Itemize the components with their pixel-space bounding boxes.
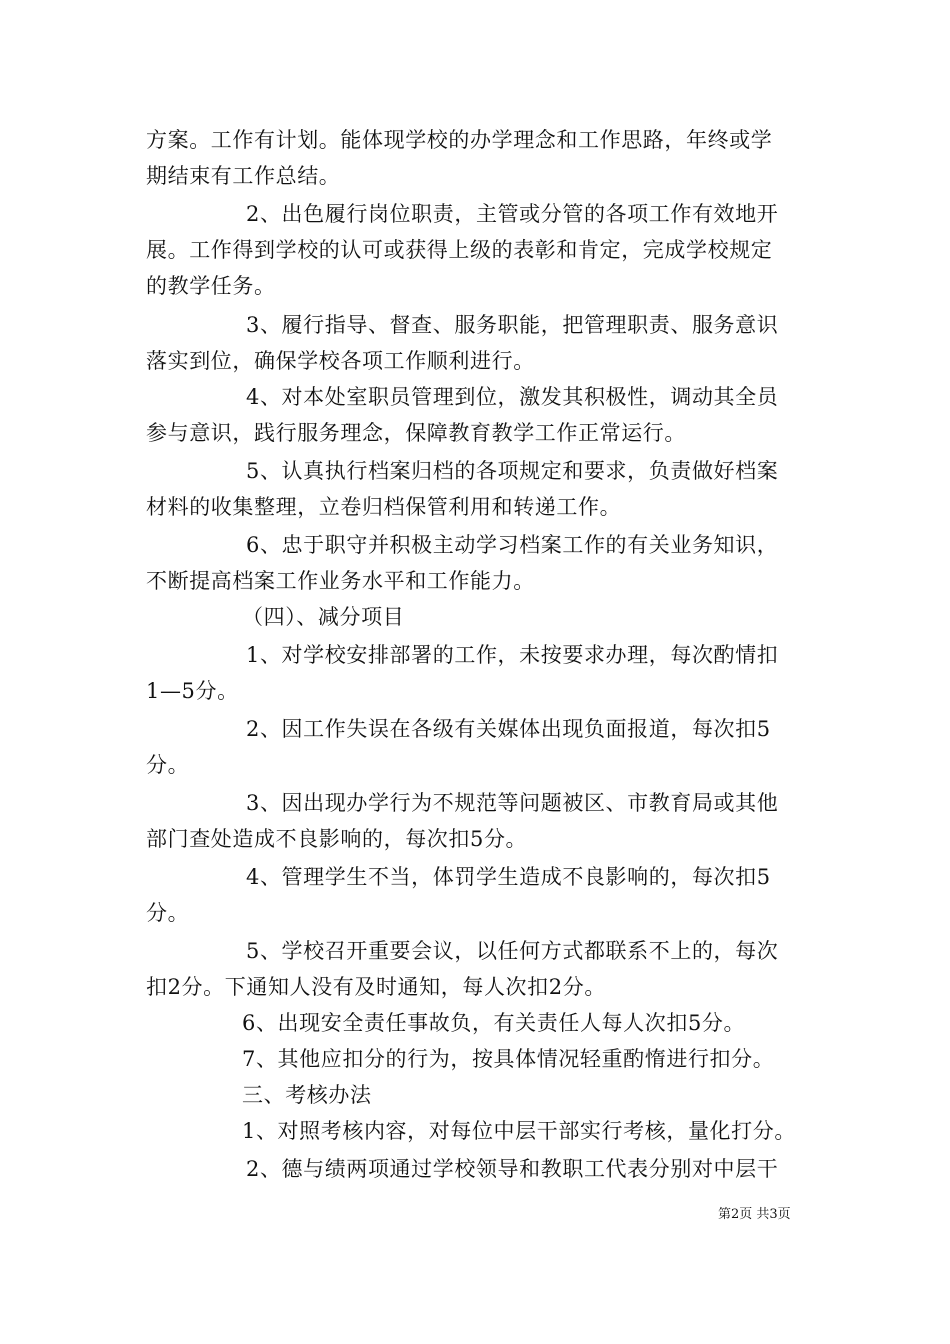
text-line: 展。工作得到学校的认可或获得上级的表彰和肯定，完成学校规定 bbox=[146, 238, 773, 262]
text-line: 2、因工作失误在各级有关媒体出现负面报道，每次扣5 bbox=[246, 717, 771, 741]
text-line: 的教学任务。 bbox=[146, 274, 276, 298]
section-heading: （四）、减分项目 bbox=[242, 605, 405, 629]
text-line: 分。 bbox=[146, 901, 190, 925]
text-line: 1、对照考核内容，对每位中层干部实行考核，量化打分。 bbox=[242, 1119, 796, 1143]
text-line: 6、出现安全责任事故负，有关责任人每人次扣5分。 bbox=[242, 1011, 746, 1035]
text-line: 3、因出现办学行为不规范等问题被区、市教育局或其他 bbox=[246, 791, 779, 815]
text-line: 4、对本处室职员管理到位，激发其积极性，调动其全员 bbox=[246, 385, 779, 409]
text-line: 2、出色履行岗位职责，主管或分管的各项工作有效地开 bbox=[246, 202, 779, 226]
page-number: 第2页 共3页 bbox=[718, 1207, 791, 1222]
text-line: 1—5分。 bbox=[146, 679, 239, 703]
text-line: 落实到位，确保学校各项工作顺利进行。 bbox=[146, 349, 535, 373]
text-line: 期结束有工作总结。 bbox=[146, 164, 341, 188]
text-line: 5、认真执行档案归档的各项规定和要求，负责做好档案 bbox=[246, 459, 779, 483]
text-line: 6、忠于职守并积极主动学习档案工作的有关业务知识， bbox=[246, 533, 779, 557]
text-line: 参与意识，践行服务理念，保障教育教学工作正常运行。 bbox=[146, 421, 686, 445]
text-line: 1、对学校安排部署的工作，未按要求办理，每次酌情扣 bbox=[246, 643, 779, 667]
text-line: 方案。工作有计划。能体现学校的办学理念和工作思路，年终或学 bbox=[146, 128, 773, 152]
text-line: 材料的收集整理，立卷归档保管利用和转递工作。 bbox=[146, 495, 622, 519]
text-line: 2、德与绩两项通过学校领导和教职工代表分别对中层干 bbox=[246, 1157, 779, 1181]
section-heading: 三、考核办法 bbox=[242, 1083, 372, 1107]
text-line: 部门查处造成不良影响的，每次扣5分。 bbox=[146, 827, 528, 851]
text-line: 7、其他应扣分的行为，按具体情况轻重酌惰进行扣分。 bbox=[242, 1047, 775, 1071]
text-line: 5、学校召开重要会议，以任何方式都联系不上的，每次 bbox=[246, 939, 779, 963]
text-line: 分。 bbox=[146, 753, 190, 777]
text-line: 4、管理学生不当，体罚学生造成不良影响的，每次扣5 bbox=[246, 865, 771, 889]
text-line: 3、履行指导、督查、服务职能，把管理职责、服务意识 bbox=[246, 313, 779, 337]
text-line: 扣2分。下通知人没有及时通知，每人次扣2分。 bbox=[146, 975, 606, 999]
text-line: 不断提高档案工作业务水平和工作能力。 bbox=[146, 569, 535, 593]
